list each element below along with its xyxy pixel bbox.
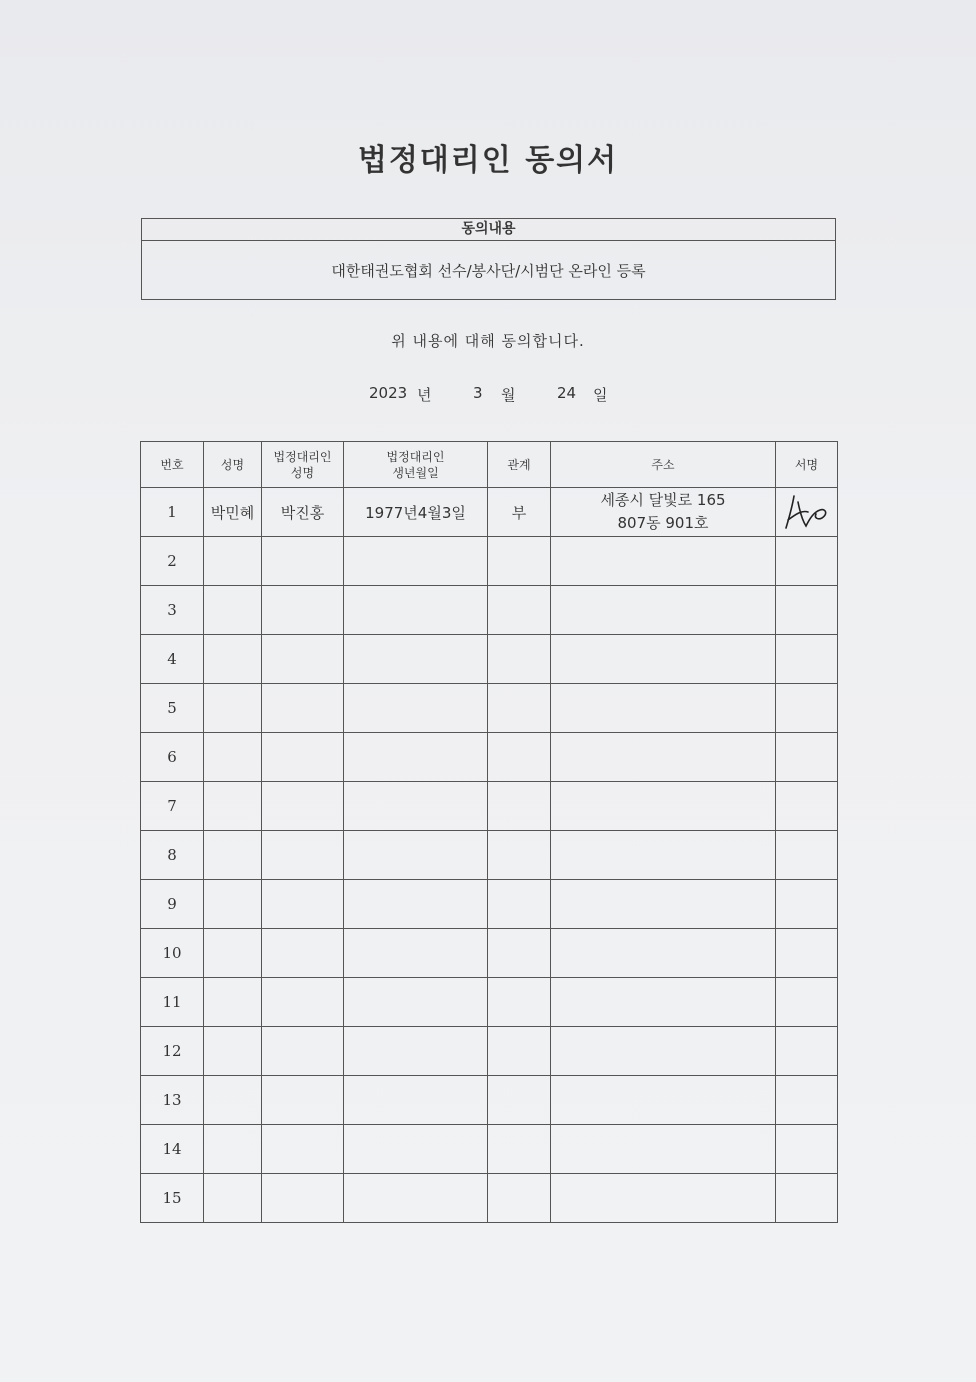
row-guardian-birth xyxy=(344,782,488,831)
date-month-unit: 월 xyxy=(501,386,516,404)
row-address xyxy=(551,733,776,782)
row-signature xyxy=(776,1076,838,1125)
row-address xyxy=(551,586,776,635)
header-relation: 관계 xyxy=(488,442,551,488)
row-guardian-name xyxy=(262,880,344,929)
consent-box xyxy=(141,218,836,300)
row-relation xyxy=(488,929,551,978)
row-address xyxy=(551,880,776,929)
row-guardian-birth xyxy=(344,1076,488,1125)
row-relation xyxy=(488,1174,551,1223)
row-signature xyxy=(776,488,838,537)
row-guardian-name xyxy=(262,831,344,880)
row-no: 3 xyxy=(141,586,204,635)
row-name xyxy=(204,1027,262,1076)
row-name xyxy=(204,831,262,880)
row-guardian-birth: 1977년4월3일 xyxy=(344,488,488,537)
row-signature xyxy=(776,831,838,880)
date-day-unit: 일 xyxy=(593,386,608,404)
row-address xyxy=(551,684,776,733)
row-address-line1: 세종시 달빛로 165 xyxy=(600,491,726,509)
table-row xyxy=(141,684,838,733)
row-address xyxy=(551,1076,776,1125)
consent-body: 대한태권도협회 선수/봉사단/시범단 온라인 등록 xyxy=(331,262,646,280)
row-guardian-birth xyxy=(344,831,488,880)
agreement-text: 위 내용에 대해 동의합니다. xyxy=(391,332,585,350)
header-name: 성명 xyxy=(204,442,262,488)
row-relation xyxy=(488,586,551,635)
row-guardian-birth xyxy=(344,586,488,635)
row-guardian-name xyxy=(262,782,344,831)
row-signature xyxy=(776,586,838,635)
date-day: 24 xyxy=(557,384,577,402)
row-name xyxy=(204,635,262,684)
table-row xyxy=(141,782,838,831)
row-signature xyxy=(776,1174,838,1223)
row-relation xyxy=(488,1125,551,1174)
row-address xyxy=(551,537,776,586)
header-guardian-birth-line1: 법정대리인 xyxy=(386,449,445,464)
row-relation xyxy=(488,635,551,684)
table-row xyxy=(141,978,838,1027)
row-guardian-birth xyxy=(344,537,488,586)
row-no: 4 xyxy=(141,635,204,684)
row-signature xyxy=(776,733,838,782)
header-address: 주소 xyxy=(551,442,776,488)
row-no: 2 xyxy=(141,537,204,586)
row-no: 8 xyxy=(141,831,204,880)
table-row xyxy=(141,1027,838,1076)
row-no: 7 xyxy=(141,782,204,831)
row-guardian-name xyxy=(262,929,344,978)
row-signature xyxy=(776,978,838,1027)
row-guardian-name xyxy=(262,1076,344,1125)
table-row xyxy=(141,1174,838,1223)
row-no: 13 xyxy=(141,1076,204,1125)
table-row xyxy=(141,586,838,635)
row-guardian-birth xyxy=(344,1174,488,1223)
row-relation xyxy=(488,537,551,586)
row-guardian-name xyxy=(262,537,344,586)
row-relation xyxy=(488,978,551,1027)
row-signature xyxy=(776,880,838,929)
row-no: 12 xyxy=(141,1027,204,1076)
row-address xyxy=(551,635,776,684)
row-name xyxy=(204,586,262,635)
row-name xyxy=(204,537,262,586)
row-name xyxy=(204,978,262,1027)
row-signature xyxy=(776,635,838,684)
row-name: 박민혜 xyxy=(204,488,262,537)
row-guardian-name xyxy=(262,586,344,635)
row-signature xyxy=(776,1125,838,1174)
row-address xyxy=(551,488,776,537)
handwritten-signature xyxy=(780,490,834,534)
row-signature xyxy=(776,684,838,733)
row-relation xyxy=(488,880,551,929)
table-row xyxy=(141,635,838,684)
row-address xyxy=(551,782,776,831)
row-relation xyxy=(488,1076,551,1125)
row-guardian-name xyxy=(262,1174,344,1223)
row-name xyxy=(204,684,262,733)
row-guardian-name: 박진홍 xyxy=(262,488,344,537)
date-month: 3 xyxy=(473,384,483,402)
row-address xyxy=(551,1174,776,1223)
row-guardian-birth xyxy=(344,684,488,733)
row-no: 5 xyxy=(141,684,204,733)
row-guardian-name xyxy=(262,733,344,782)
date-year-unit: 년 xyxy=(417,386,432,404)
document-title: 법정대리인 동의서 xyxy=(357,143,619,178)
row-guardian-name xyxy=(262,1027,344,1076)
row-guardian-name xyxy=(262,635,344,684)
row-relation xyxy=(488,782,551,831)
table-row xyxy=(141,929,838,978)
header-signature: 서명 xyxy=(776,442,838,488)
row-relation xyxy=(488,684,551,733)
header-guardian-name-line1: 법정대리인 xyxy=(273,449,332,464)
row-no: 15 xyxy=(141,1174,204,1223)
row-guardian-birth xyxy=(344,635,488,684)
header-guardian-birth xyxy=(344,442,488,488)
row-guardian-name xyxy=(262,978,344,1027)
row-guardian-birth xyxy=(344,929,488,978)
row-signature xyxy=(776,537,838,586)
row-name xyxy=(204,880,262,929)
table-row xyxy=(141,880,838,929)
row-address xyxy=(551,929,776,978)
row-guardian-birth xyxy=(344,733,488,782)
row-no: 11 xyxy=(141,978,204,1027)
row-relation xyxy=(488,733,551,782)
row-address xyxy=(551,1125,776,1174)
row-address-line2: 807동 901호 xyxy=(617,514,709,532)
row-guardian-name xyxy=(262,684,344,733)
row-relation: 부 xyxy=(488,488,551,537)
table-row xyxy=(141,1076,838,1125)
row-no: 1 xyxy=(141,488,204,537)
row-name xyxy=(204,733,262,782)
table-row xyxy=(141,733,838,782)
row-name xyxy=(204,1076,262,1125)
row-name xyxy=(204,782,262,831)
row-no: 6 xyxy=(141,733,204,782)
row-address xyxy=(551,978,776,1027)
table-row xyxy=(141,537,838,586)
row-guardian-name xyxy=(262,1125,344,1174)
guardian-table xyxy=(140,441,838,1223)
row-signature xyxy=(776,782,838,831)
header-guardian-birth-line2: 생년월일 xyxy=(392,465,439,480)
table-row xyxy=(141,831,838,880)
row-no: 9 xyxy=(141,880,204,929)
row-name xyxy=(204,929,262,978)
row-guardian-birth xyxy=(344,1125,488,1174)
row-relation xyxy=(488,831,551,880)
date-year: 2023 xyxy=(369,384,408,402)
row-no: 10 xyxy=(141,929,204,978)
table-header-row xyxy=(141,442,838,488)
row-name xyxy=(204,1174,262,1223)
row-address xyxy=(551,831,776,880)
row-signature xyxy=(776,1027,838,1076)
table-row xyxy=(141,488,838,537)
row-guardian-birth xyxy=(344,978,488,1027)
header-no: 번호 xyxy=(141,442,204,488)
row-name xyxy=(204,1125,262,1174)
row-guardian-birth xyxy=(344,880,488,929)
row-guardian-birth xyxy=(344,1027,488,1076)
header-guardian-name xyxy=(262,442,344,488)
row-no: 14 xyxy=(141,1125,204,1174)
header-guardian-name-line2: 성명 xyxy=(290,465,315,480)
row-relation xyxy=(488,1027,551,1076)
row-address xyxy=(551,1027,776,1076)
table-row xyxy=(141,1125,838,1174)
row-signature xyxy=(776,929,838,978)
consent-header: 동의내용 xyxy=(142,219,835,241)
